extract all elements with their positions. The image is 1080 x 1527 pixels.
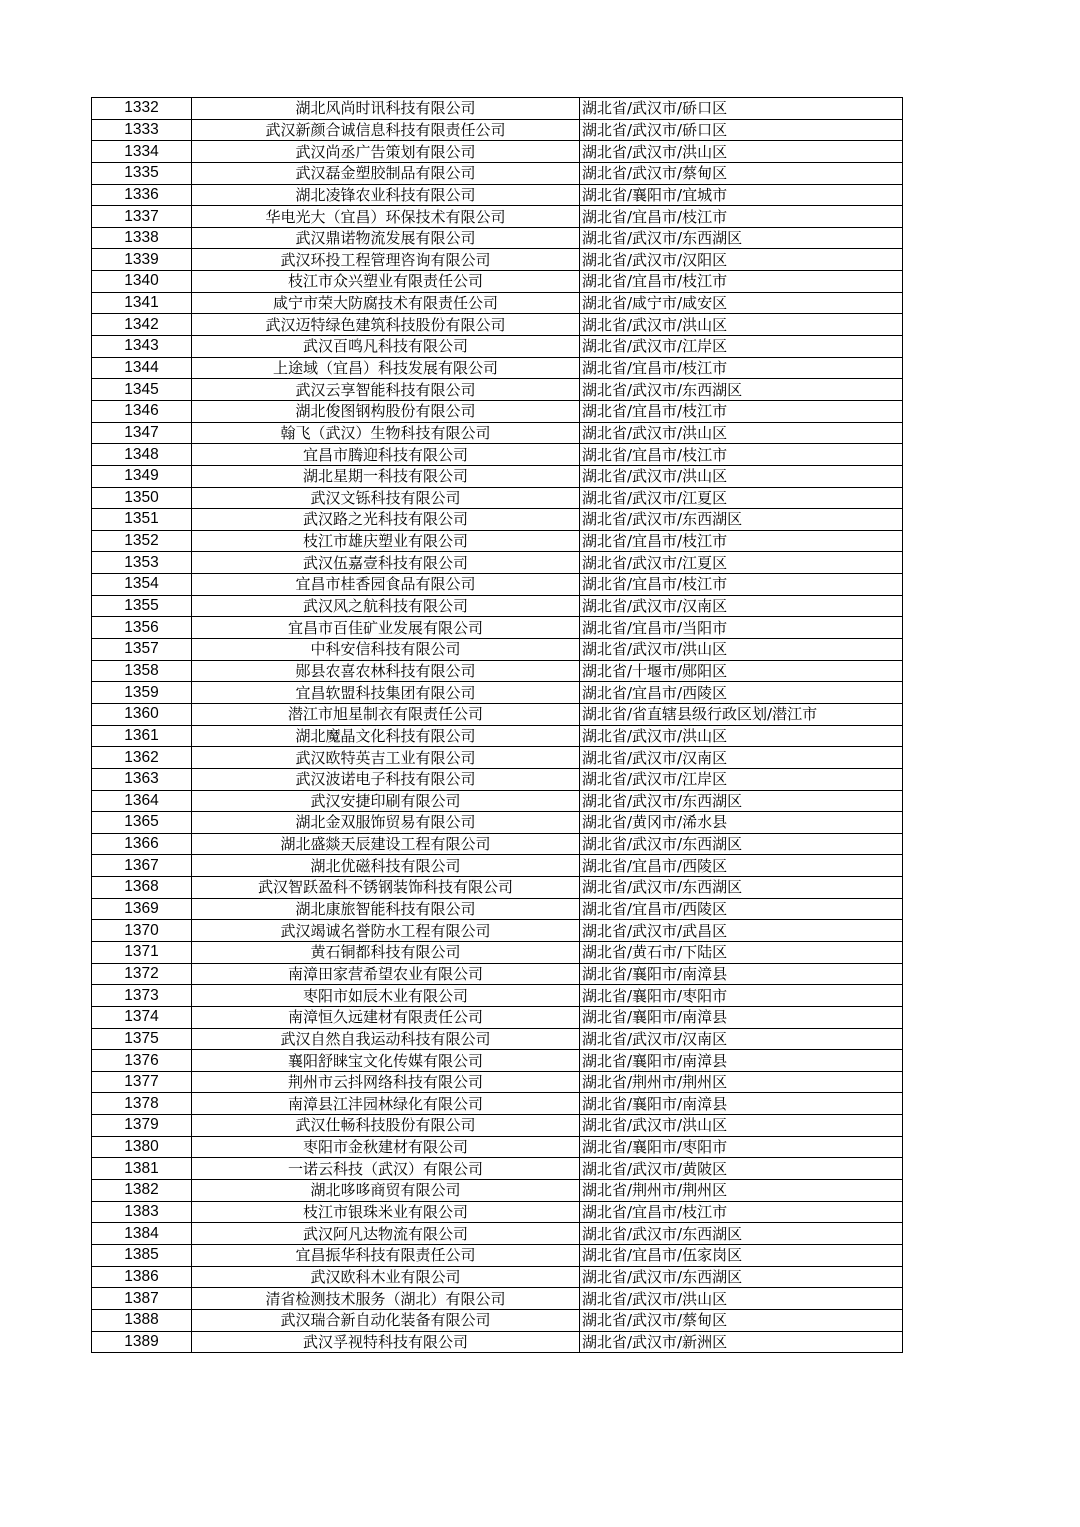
company-name-cell: 湖北金双服饰贸易有限公司	[192, 812, 580, 834]
table-row	[92, 790, 903, 812]
row-number-cell: 1342	[92, 314, 192, 336]
region-cell: 湖北省/武汉市/汉南区	[580, 1028, 903, 1050]
company-name-cell: 南漳田家营希望农业有限公司	[192, 963, 580, 985]
company-name-cell: 黄石铜都科技有限公司	[192, 941, 580, 963]
company-name-cell: 武汉自然自我运动科技有限公司	[192, 1028, 580, 1050]
company-name-cell: 宜昌市百佳矿业发展有限公司	[192, 617, 580, 639]
table-row	[92, 1071, 903, 1093]
table-row	[92, 1115, 903, 1137]
company-name-cell: 湖北魔晶文化科技有限公司	[192, 725, 580, 747]
row-number-cell: 1333	[92, 119, 192, 141]
row-number-cell: 1362	[92, 747, 192, 769]
region-cell: 湖北省/武汉市/东西湖区	[580, 379, 903, 401]
region-cell: 湖北省/襄阳市/南漳县	[580, 1093, 903, 1115]
region-cell: 湖北省/武汉市/硚口区	[580, 98, 903, 120]
region-cell: 湖北省/武汉市/东西湖区	[580, 790, 903, 812]
region-cell: 湖北省/武汉市/汉南区	[580, 747, 903, 769]
company-name-cell: 武汉百鸣凡科技有限公司	[192, 336, 580, 358]
row-number-cell: 1348	[92, 444, 192, 466]
row-number-cell: 1351	[92, 509, 192, 531]
table-row	[92, 1093, 903, 1115]
row-number-cell: 1350	[92, 487, 192, 509]
company-name-cell: 湖北凌锋农业科技有限公司	[192, 184, 580, 206]
row-number-cell: 1360	[92, 703, 192, 725]
region-cell: 湖北省/武汉市/东西湖区	[580, 1266, 903, 1288]
company-name-cell: 宜昌软盟科技集团有限公司	[192, 682, 580, 704]
table-row	[92, 920, 903, 942]
row-number-cell: 1375	[92, 1028, 192, 1050]
table-row	[92, 271, 903, 293]
company-name-cell: 翰飞（武汉）生物科技有限公司	[192, 422, 580, 444]
region-cell: 湖北省/武汉市/洪山区	[580, 725, 903, 747]
table-row	[92, 985, 903, 1007]
table-row	[92, 877, 903, 899]
region-cell: 湖北省/武汉市/汉阳区	[580, 249, 903, 271]
row-number-cell: 1374	[92, 1006, 192, 1028]
row-number-cell: 1389	[92, 1331, 192, 1353]
region-cell: 湖北省/宜昌市/枝江市	[580, 206, 903, 228]
row-number-cell: 1386	[92, 1266, 192, 1288]
company-name-cell: 武汉仕畅科技股份有限公司	[192, 1115, 580, 1137]
region-cell: 湖北省/武汉市/洪山区	[580, 1115, 903, 1137]
table-row	[92, 357, 903, 379]
row-number-cell: 1341	[92, 292, 192, 314]
company-name-cell: 湖北俊图钢构股份有限公司	[192, 400, 580, 422]
table-row	[92, 703, 903, 725]
region-cell: 湖北省/武汉市/东西湖区	[580, 877, 903, 899]
company-name-cell: 荆州市云抖网络科技有限公司	[192, 1071, 580, 1093]
region-cell: 湖北省/宜昌市/当阳市	[580, 617, 903, 639]
region-cell: 湖北省/宜昌市/枝江市	[580, 271, 903, 293]
company-list-table	[91, 97, 903, 1353]
row-number-cell: 1336	[92, 184, 192, 206]
table-row	[92, 1309, 903, 1331]
table-row	[92, 1180, 903, 1202]
company-name-cell: 一诺云科技（武汉）有限公司	[192, 1158, 580, 1180]
row-number-cell: 1359	[92, 682, 192, 704]
region-cell: 湖北省/武汉市/硚口区	[580, 119, 903, 141]
region-cell: 湖北省/宜昌市/枝江市	[580, 400, 903, 422]
region-cell: 湖北省/襄阳市/南漳县	[580, 963, 903, 985]
company-name-cell: 上途域（宜昌）科技发展有限公司	[192, 357, 580, 379]
table-row	[92, 963, 903, 985]
company-name-cell: 郧县农喜农林科技有限公司	[192, 660, 580, 682]
region-cell: 湖北省/武汉市/新洲区	[580, 1331, 903, 1353]
row-number-cell: 1383	[92, 1201, 192, 1223]
company-name-cell: 枝江市雄庆塑业有限公司	[192, 530, 580, 552]
row-number-cell: 1361	[92, 725, 192, 747]
table-row	[92, 98, 903, 120]
row-number-cell: 1376	[92, 1050, 192, 1072]
region-cell: 湖北省/荆州市/荆州区	[580, 1071, 903, 1093]
table-row	[92, 1050, 903, 1072]
row-number-cell: 1370	[92, 920, 192, 942]
region-cell: 湖北省/宜昌市/枝江市	[580, 1201, 903, 1223]
row-number-cell: 1371	[92, 941, 192, 963]
region-cell: 湖北省/武汉市/洪山区	[580, 314, 903, 336]
company-name-cell: 枣阳市如辰木业有限公司	[192, 985, 580, 1007]
company-name-cell: 武汉阿凡达物流有限公司	[192, 1223, 580, 1245]
table-row	[92, 595, 903, 617]
company-name-cell: 潜江市旭星制衣有限责任公司	[192, 703, 580, 725]
company-name-cell: 宜昌振华科技有限责任公司	[192, 1244, 580, 1266]
company-name-cell: 湖北优磁科技有限公司	[192, 855, 580, 877]
region-cell: 湖北省/宜昌市/伍家岗区	[580, 1244, 903, 1266]
table-row	[92, 400, 903, 422]
company-name-cell: 武汉文铄科技有限公司	[192, 487, 580, 509]
company-name-cell: 湖北星期一科技有限公司	[192, 465, 580, 487]
table-row	[92, 660, 903, 682]
table-row	[92, 530, 903, 552]
row-number-cell: 1373	[92, 985, 192, 1007]
region-cell: 湖北省/武汉市/洪山区	[580, 639, 903, 661]
company-name-cell: 湖北哆哆商贸有限公司	[192, 1180, 580, 1202]
company-name-cell: 武汉风之航科技有限公司	[192, 595, 580, 617]
company-name-cell: 武汉尚丞广告策划有限公司	[192, 141, 580, 163]
table-row	[92, 119, 903, 141]
table-row	[92, 184, 903, 206]
region-cell: 湖北省/武汉市/东西湖区	[580, 1223, 903, 1245]
table-row	[92, 855, 903, 877]
row-number-cell: 1388	[92, 1309, 192, 1331]
table-row	[92, 1288, 903, 1310]
row-number-cell: 1338	[92, 227, 192, 249]
region-cell: 湖北省/襄阳市/枣阳市	[580, 985, 903, 1007]
table-row	[92, 898, 903, 920]
row-number-cell: 1337	[92, 206, 192, 228]
company-name-cell: 宜昌市桂香园食品有限公司	[192, 574, 580, 596]
region-cell: 湖北省/武汉市/东西湖区	[580, 833, 903, 855]
region-cell: 湖北省/武汉市/蔡甸区	[580, 1309, 903, 1331]
table-row	[92, 1201, 903, 1223]
region-cell: 湖北省/武汉市/洪山区	[580, 141, 903, 163]
row-number-cell: 1356	[92, 617, 192, 639]
table-row	[92, 465, 903, 487]
table-row	[92, 725, 903, 747]
company-name-cell: 清省检测技术服务（湖北）有限公司	[192, 1288, 580, 1310]
table-row	[92, 574, 903, 596]
region-cell: 湖北省/宜昌市/枝江市	[580, 574, 903, 596]
row-number-cell: 1344	[92, 357, 192, 379]
table-row	[92, 617, 903, 639]
row-number-cell: 1385	[92, 1244, 192, 1266]
company-name-cell: 武汉迈特绿色建筑科技股份有限公司	[192, 314, 580, 336]
company-name-cell: 襄阳舒睐宝文化传媒有限公司	[192, 1050, 580, 1072]
region-cell: 湖北省/武汉市/洪山区	[580, 1288, 903, 1310]
row-number-cell: 1357	[92, 639, 192, 661]
row-number-cell: 1372	[92, 963, 192, 985]
company-name-cell: 武汉安捷印刷有限公司	[192, 790, 580, 812]
table-row	[92, 1006, 903, 1028]
row-number-cell: 1340	[92, 271, 192, 293]
company-name-cell: 武汉云享智能科技有限公司	[192, 379, 580, 401]
table-row	[92, 1244, 903, 1266]
table-row	[92, 682, 903, 704]
region-cell: 湖北省/宜昌市/枝江市	[580, 357, 903, 379]
table-row	[92, 249, 903, 271]
region-cell: 湖北省/黄冈市/浠水县	[580, 812, 903, 834]
row-number-cell: 1355	[92, 595, 192, 617]
row-number-cell: 1343	[92, 336, 192, 358]
region-cell: 湖北省/武汉市/汉南区	[580, 595, 903, 617]
company-name-cell: 武汉环投工程管理咨询有限公司	[192, 249, 580, 271]
company-name-cell: 武汉欧科木业有限公司	[192, 1266, 580, 1288]
company-name-cell: 南漳县江沣园林绿化有限公司	[192, 1093, 580, 1115]
row-number-cell: 1347	[92, 422, 192, 444]
company-name-cell: 武汉鼎诺物流发展有限公司	[192, 227, 580, 249]
row-number-cell: 1366	[92, 833, 192, 855]
region-cell: 湖北省/襄阳市/宜城市	[580, 184, 903, 206]
row-number-cell: 1354	[92, 574, 192, 596]
table-row	[92, 1331, 903, 1353]
company-list-body	[92, 98, 903, 1353]
row-number-cell: 1381	[92, 1158, 192, 1180]
region-cell: 湖北省/武汉市/洪山区	[580, 422, 903, 444]
row-number-cell: 1363	[92, 768, 192, 790]
region-cell: 湖北省/武汉市/江岸区	[580, 768, 903, 790]
row-number-cell: 1339	[92, 249, 192, 271]
row-number-cell: 1368	[92, 877, 192, 899]
table-row	[92, 487, 903, 509]
company-name-cell: 南漳恒久远建材有限责任公司	[192, 1006, 580, 1028]
company-name-cell: 枝江市银珠米业有限公司	[192, 1201, 580, 1223]
table-row	[92, 1158, 903, 1180]
table-row	[92, 336, 903, 358]
table-row	[92, 812, 903, 834]
company-name-cell: 枣阳市金秋建材有限公司	[192, 1136, 580, 1158]
region-cell: 湖北省/黄石市/下陆区	[580, 941, 903, 963]
row-number-cell: 1364	[92, 790, 192, 812]
row-number-cell: 1332	[92, 98, 192, 120]
company-name-cell: 武汉新颜合诚信息科技有限责任公司	[192, 119, 580, 141]
table-row	[92, 1223, 903, 1245]
region-cell: 湖北省/武汉市/江岸区	[580, 336, 903, 358]
table-row	[92, 444, 903, 466]
region-cell: 湖北省/宜昌市/枝江市	[580, 530, 903, 552]
row-number-cell: 1387	[92, 1288, 192, 1310]
table-row	[92, 1028, 903, 1050]
region-cell: 湖北省/襄阳市/南漳县	[580, 1050, 903, 1072]
table-row	[92, 314, 903, 336]
row-number-cell: 1349	[92, 465, 192, 487]
company-name-cell: 武汉智跃盈科不锈钢装饰科技有限公司	[192, 877, 580, 899]
row-number-cell: 1369	[92, 898, 192, 920]
region-cell: 湖北省/武汉市/武昌区	[580, 920, 903, 942]
company-name-cell: 武汉伍嘉壹科技有限公司	[192, 552, 580, 574]
company-name-cell: 武汉竭诚名誉防水工程有限公司	[192, 920, 580, 942]
table-row	[92, 292, 903, 314]
region-cell: 湖北省/宜昌市/西陵区	[580, 855, 903, 877]
company-name-cell: 枝江市众兴塑业有限责任公司	[192, 271, 580, 293]
row-number-cell: 1352	[92, 530, 192, 552]
region-cell: 湖北省/宜昌市/西陵区	[580, 682, 903, 704]
region-cell: 湖北省/武汉市/江夏区	[580, 552, 903, 574]
row-number-cell: 1353	[92, 552, 192, 574]
row-number-cell: 1377	[92, 1071, 192, 1093]
row-number-cell: 1379	[92, 1115, 192, 1137]
row-number-cell: 1358	[92, 660, 192, 682]
row-number-cell: 1382	[92, 1180, 192, 1202]
company-name-cell: 武汉瑞合新自动化装备有限公司	[192, 1309, 580, 1331]
table-row	[92, 206, 903, 228]
row-number-cell: 1384	[92, 1223, 192, 1245]
region-cell: 湖北省/宜昌市/西陵区	[580, 898, 903, 920]
table-row	[92, 227, 903, 249]
company-name-cell: 湖北康旅智能科技有限公司	[192, 898, 580, 920]
row-number-cell: 1335	[92, 162, 192, 184]
region-cell: 湖北省/十堰市/郧阳区	[580, 660, 903, 682]
company-name-cell: 咸宁市荣大防腐技术有限责任公司	[192, 292, 580, 314]
company-name-cell: 华电光大（宜昌）环保技术有限公司	[192, 206, 580, 228]
region-cell: 湖北省/武汉市/东西湖区	[580, 509, 903, 531]
table-row	[92, 747, 903, 769]
region-cell: 湖北省/宜昌市/枝江市	[580, 444, 903, 466]
table-row	[92, 379, 903, 401]
company-name-cell: 武汉波诺电子科技有限公司	[192, 768, 580, 790]
region-cell: 湖北省/襄阳市/枣阳市	[580, 1136, 903, 1158]
company-name-cell: 中科安信科技有限公司	[192, 639, 580, 661]
company-name-cell: 武汉孚视特科技有限公司	[192, 1331, 580, 1353]
table-row	[92, 639, 903, 661]
company-name-cell: 湖北盛燚天辰建设工程有限公司	[192, 833, 580, 855]
company-name-cell: 武汉欧特英吉工业有限公司	[192, 747, 580, 769]
row-number-cell: 1380	[92, 1136, 192, 1158]
table-row	[92, 1266, 903, 1288]
region-cell: 湖北省/武汉市/江夏区	[580, 487, 903, 509]
row-number-cell: 1378	[92, 1093, 192, 1115]
table-row	[92, 1136, 903, 1158]
table-row	[92, 941, 903, 963]
region-cell: 湖北省/武汉市/洪山区	[580, 465, 903, 487]
table-row	[92, 509, 903, 531]
row-number-cell: 1367	[92, 855, 192, 877]
region-cell: 湖北省/武汉市/黄陂区	[580, 1158, 903, 1180]
company-name-cell: 湖北风尚时讯科技有限公司	[192, 98, 580, 120]
region-cell: 湖北省/省直辖县级行政区划/潜江市	[580, 703, 903, 725]
row-number-cell: 1365	[92, 812, 192, 834]
company-name-cell: 宜昌市腾迎科技有限公司	[192, 444, 580, 466]
row-number-cell: 1345	[92, 379, 192, 401]
row-number-cell: 1346	[92, 400, 192, 422]
table-row	[92, 141, 903, 163]
region-cell: 湖北省/武汉市/东西湖区	[580, 227, 903, 249]
company-name-cell: 武汉路之光科技有限公司	[192, 509, 580, 531]
company-name-cell: 武汉磊金塑胶制品有限公司	[192, 162, 580, 184]
region-cell: 湖北省/武汉市/蔡甸区	[580, 162, 903, 184]
table-row	[92, 162, 903, 184]
region-cell: 湖北省/襄阳市/南漳县	[580, 1006, 903, 1028]
table-row	[92, 833, 903, 855]
table-row	[92, 768, 903, 790]
table-row	[92, 422, 903, 444]
table-row	[92, 552, 903, 574]
region-cell: 湖北省/荆州市/荆州区	[580, 1180, 903, 1202]
row-number-cell: 1334	[92, 141, 192, 163]
region-cell: 湖北省/咸宁市/咸安区	[580, 292, 903, 314]
